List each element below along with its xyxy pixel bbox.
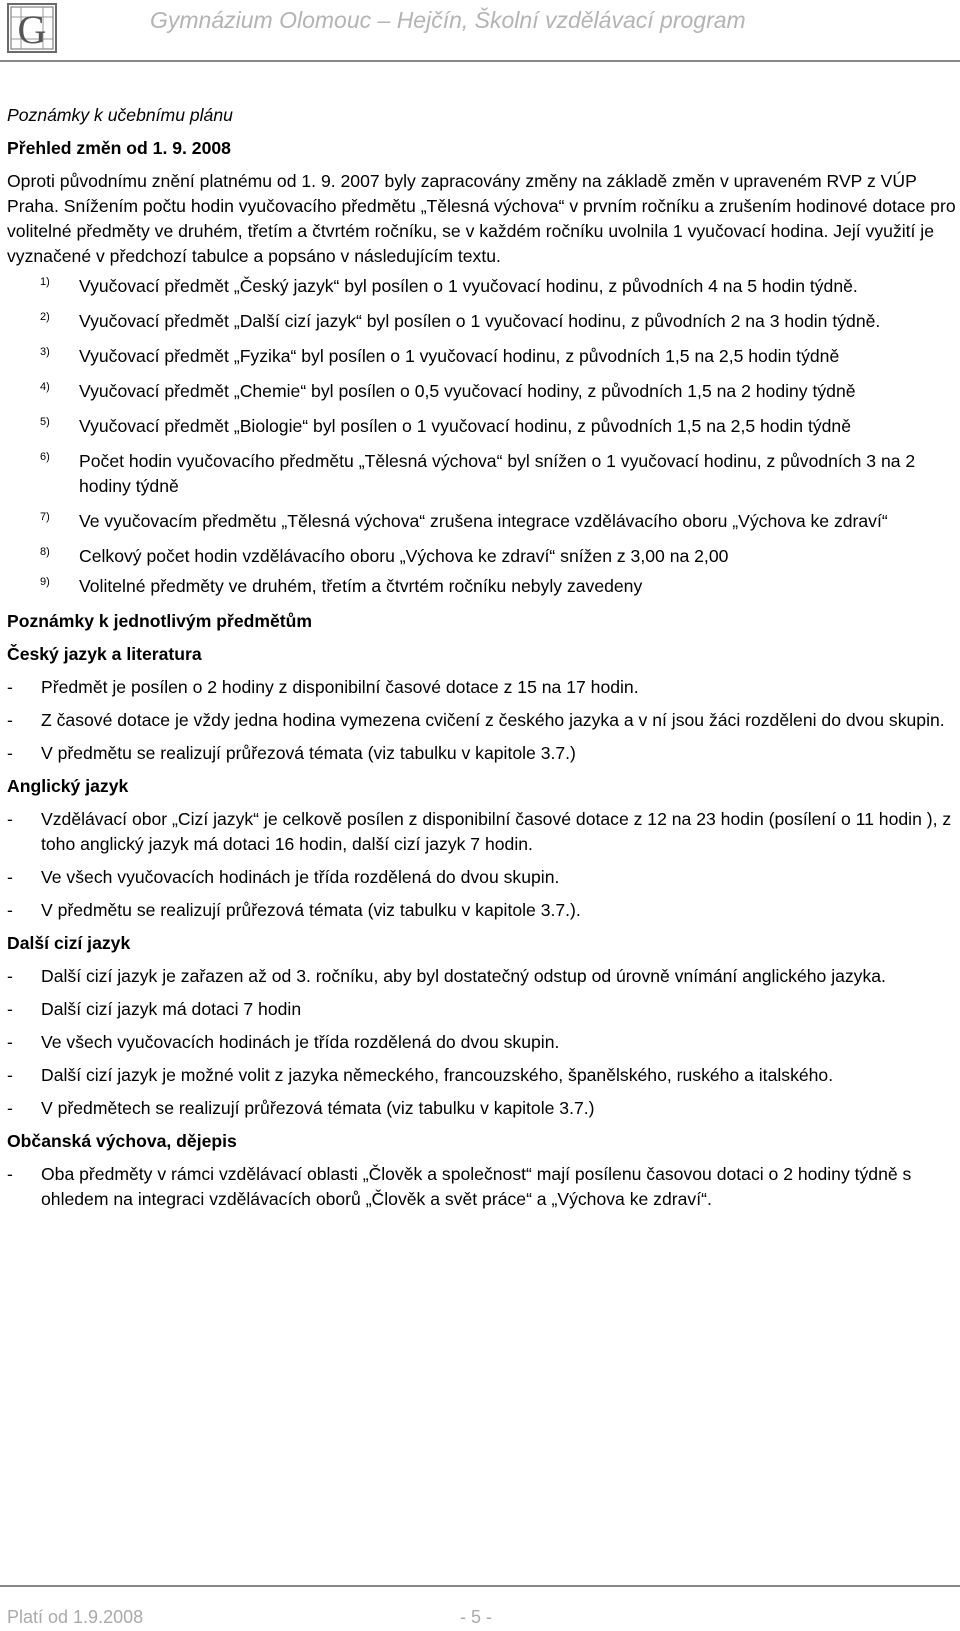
list-item-text: V předmětu se realizují průřezová témata (viz tabulku v kapitole 3.7.): [41, 743, 576, 763]
note-item: [7, 379, 957, 404]
document-body: [7, 103, 957, 1212]
changes-heading: Přehled změn od 1. 9. 2008: [7, 138, 231, 158]
subjects-heading: Poznámky k jednotlivým předmětům: [7, 611, 313, 631]
svg-text:G: G: [17, 7, 47, 52]
note-text: Celkový počet hodin vzdělávacího oboru „Výchova ke zdraví“ snížen z 3,00 na 2,00: [79, 546, 729, 566]
list-item-text: Ve všech vyučovacích hodinách je třída rozdělená do dvou skupin.: [41, 1032, 560, 1052]
notes-list: [7, 274, 957, 599]
list-item: - Oba předměty v rámci vzdělávací oblasti „Člověk a společnost“ mají posílenu časovou dotaci o 2 hodiny týdně s ohledem na integraci vzdělávacích oborů „Člověk a svět práce“ a „Výchova ke zdraví“.: [7, 1164, 912, 1209]
list-item: - Z časové dotace je vždy jedna hodina vymezena cvičení z českého jazyka a v ní jsou žáci rozděleni do dvou skupin.: [7, 710, 945, 730]
list-item-text: Další cizí jazyk má dotaci 7 hodin: [41, 999, 302, 1019]
note-text: Vyučovací předmět „Fyzika“ byl posílen o 1 vyučovací hodinu, z původních 1,5 na 2,5 hodin týdně: [79, 346, 840, 366]
list-item-text: Oba předměty v rámci vzdělávací oblasti „Člověk a společnost“ mají posílenu časovou dotaci o 2 hodiny týdně s ohledem na integraci vzdělávacích oborů „Člověk a svět práce“ a „Výchova ke zdraví“.: [41, 1164, 912, 1209]
footer-valid-from: Platí od 1.9.2008: [7, 1607, 144, 1627]
note-text: Vyučovací předmět „Další cizí jazyk“ byl posílen o 1 vyučovací hodinu, z původních 2 na 3 hodin týdně.: [79, 311, 881, 331]
list-item: - Ve všech vyučovacích hodinách je třída rozdělená do dvou skupin.: [7, 1032, 560, 1052]
list-item-text: V předmětu se realizují průřezová témata (viz tabulku v kapitole 3.7.).: [41, 900, 581, 920]
list-item: - V předmětech se realizují průřezová témata (viz tabulku v kapitole 3.7.): [7, 1098, 595, 1118]
note-text: Volitelné předměty ve druhém, třetím a čtvrtém ročníku nebyly zavedeny: [79, 576, 643, 596]
subject-title: Další cizí jazyk: [7, 933, 131, 953]
note-item: [7, 274, 957, 299]
list-item-text: Vzdělávací obor „Cizí jazyk“ je celkově posílen z disponibilní časové dotace z 12 na 23 hodin (posílení o 11 hodin ), z toho anglický jazyk má dotaci 16 hodin, další cizí jazyk 7 hodin.: [41, 809, 952, 854]
note-text: Vyučovací předmět „Český jazyk“ byl posílen o 1 vyučovací hodinu, z původních 4 na 5 hodin týdně.: [79, 276, 858, 296]
note-number: 3): [40, 346, 50, 358]
note-text: Vyučovací předmět „Biologie“ byl posílen o 1 vyučovací hodinu, z původních 1,5 na 2,5 hodin týdně: [79, 416, 851, 436]
note-number: 6): [40, 451, 50, 463]
list-item: - Předmět je posílen o 2 hodiny z disponibilní časové dotace z 15 na 17 hodin.: [7, 677, 639, 697]
list-item-text: Další cizí jazyk je možné volit z jazyka německého, francouzského, španělského, ruského a italského.: [41, 1065, 834, 1085]
school-logo-icon: [7, 3, 57, 53]
list-item: - Další cizí jazyk je možné volit z jazyka německého, francouzského, španělského, ruského a italského.: [7, 1065, 834, 1085]
subject-title: Anglický jazyk: [7, 776, 129, 796]
note-number: 7): [40, 511, 50, 523]
list-item-text: Další cizí jazyk je zařazen až od 3. ročníku, aby byl dostatečný odstup od úrovně vnímání anglického jazyka.: [41, 966, 886, 986]
note-item: [7, 574, 957, 599]
subject-title: Český jazyk a literatura: [7, 644, 202, 664]
note-number: 5): [40, 416, 50, 428]
list-item-text: Předmět je posílen o 2 hodiny z disponibilní časové dotace z 15 na 17 hodin.: [41, 677, 639, 697]
note-number: 2): [40, 311, 50, 323]
note-text: Ve vyučovacím předmětu „Tělesná výchova“ zrušena integrace vzdělávacího oboru „Výchova ke zdraví“: [79, 511, 888, 531]
note-item: [7, 309, 957, 334]
note-number: 9): [40, 576, 50, 588]
footer-divider: [0, 1585, 960, 1587]
list-item: - Vzdělávací obor „Cizí jazyk“ je celkově posílen z disponibilní časové dotace z 12 na 23 hodin (posílení o 11 hodin ), z toho anglický jazyk má dotaci 16 hodin, další cizí jazyk 7 hodin.: [7, 809, 952, 854]
note-number: 4): [40, 381, 50, 393]
note-item: [7, 449, 957, 499]
header-title: Gymnázium Olomouc – Hejčín, Školní vzdělávací program: [150, 7, 746, 33]
note-text: Počet hodin vyučovacího předmětu „Tělesná výchova“ byl snížen o 1 vyučovací hodinu, z původních 3 na 2 hodiny týdně: [79, 451, 916, 496]
note-number: 8): [40, 546, 50, 558]
list-item-text: Z časové dotace je vždy jedna hodina vymezena cvičení z českého jazyka a v ní jsou žáci rozděleni do dvou skupin.: [41, 710, 945, 730]
section-heading: Poznámky k učebnímu plánu: [7, 105, 233, 125]
list-item: - Další cizí jazyk je zařazen až od 3. ročníku, aby byl dostatečný odstup od úrovně vnímání anglického jazyka.: [7, 966, 886, 986]
list-item: - Ve všech vyučovacích hodinách je třída rozdělená do dvou skupin.: [7, 867, 560, 887]
list-item: - Další cizí jazyk má dotaci 7 hodin: [7, 999, 302, 1019]
note-number: 1): [40, 276, 50, 288]
note-item: [7, 509, 957, 534]
page-number: - 5 -: [460, 1607, 493, 1627]
note-item: [7, 544, 957, 569]
subject-title: Občanská výchova, dějepis: [7, 1131, 237, 1151]
list-item: - V předmětu se realizují průřezová témata (viz tabulku v kapitole 3.7.): [7, 743, 576, 763]
note-text: Vyučovací předmět „Chemie“ byl posílen o 0,5 vyučovací hodiny, z původních 1,5 na 2 hodiny týdně: [79, 381, 856, 401]
header-divider: [0, 60, 960, 62]
list-item-text: Ve všech vyučovacích hodinách je třída rozdělená do dvou skupin.: [41, 867, 560, 887]
list-item-text: V předmětech se realizují průřezová témata (viz tabulku v kapitole 3.7.): [41, 1098, 595, 1118]
intro-paragraph: Oproti původnímu znění platnému od 1. 9. 2007 byly zapracovány změny na základě změn v upraveném RVP z VÚP Praha. Snížením počtu hodin vyučovacího předmětu „Tělesná výchova“ v prvním ročníku a zrušením hodinové dotace pro volitelné předměty ve druhém, třetím a čtvrtém ročníku, se v každém ročníku uvolnila 1 vyučovací hodina. Její využití je vyznačené v předchozí tabulce a popsáno v následujícím textu.: [7, 171, 956, 266]
note-item: [7, 344, 957, 369]
list-item: - V předmětu se realizují průřezová témata (viz tabulku v kapitole 3.7.).: [7, 900, 581, 920]
note-item: [7, 414, 957, 439]
page-header: [0, 0, 960, 62]
